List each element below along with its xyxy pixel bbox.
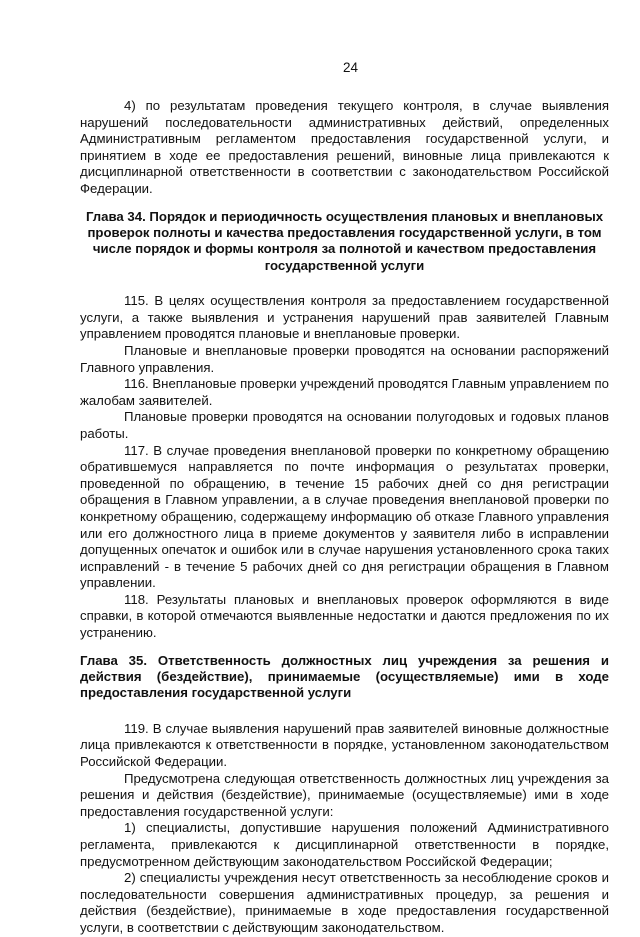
paragraph-115: 115. В целях осуществления контроля за предоставлением государственной услуги, а также выявления и устранения нарушений прав заявителей Главным управлением проводятся плановые и внеплановые проверки. (80, 293, 609, 342)
paragraph-117: 117. В случае проведения внеплановой проверки по конкретному обращению обратившемуся направляется по почте информация о результатах проверки, проведенной по обращению, в течение 15 рабочих дней со дня регистрации обращения в Главном управлении, а в случае проведения внеплановой проверки по конкретному обращению, содержащему информацию об отказе Главного управления или его должностного лица в приеме документов у заявителя либо в исправлении допущенных опечаток и ошибок или в случае нарушения установленного срока таких исправлений - в течение 5 рабочих дней со дня регистрации обращения в Главном управлении. (80, 442, 609, 591)
paragraph-116: 116. Внеплановые проверки учреждений проводятся Главным управлением по жалобам заявителей. (80, 376, 609, 408)
paragraph-planned-inspections-plans: Плановые проверки проводятся на основании полугодовых и годовых планов работы. (80, 409, 609, 441)
paragraph-4-current-control: 4) по результатам проведения текущего контроля, в случае выявления нарушений последовательности административных действий, определенных Административным регламентом предоставления государственной услуги, и принятием в ходе ее предоставления решений, виновные лица привлекаются к дисциплинарной ответственности в соответствии с законодательством Российской Федерации. (80, 98, 609, 196)
chapter-35-title: Глава 35. Ответственность должностных лиц учреждения за решения и действия (бездействие), принимаемые (осуществляемые) ими в ходе предоставления государственной услуги (80, 652, 609, 701)
page-number: 24 (342, 60, 359, 75)
chapter-34-title: Глава 34. Порядок и периодичность осуществления плановых и внеплановых проверок полноты и качества предоставления государственной услуги, в том числе порядок и формы контроля за полнотой и качеством предоставления государственной услуги (85, 208, 604, 273)
paragraph-planned-inspections-basis: Плановые и внеплановые проверки проводятся на основании распоряжений Главного управления. (80, 342, 609, 375)
paragraph-responsibility-item-2: 2) специалисты учреждения несут ответственность за несоблюдение сроков и последовательности совершения административных процедур, за решения и действия (бездействие), принимаемые в ходе предоставления государственной услуги, в соответствии с действующим законодательством. (80, 870, 609, 935)
paragraph-responsibility-item-1: 1) специалисты, допустившие нарушения положений Административного регламента, привлекаются к дисциплинарной ответственности в порядке, предусмотренном действующим законодательством Российской Федерации; (80, 820, 609, 869)
paragraph-118: 118. Результаты плановых и внеплановых проверок оформляются в виде справки, в которой отмечаются выявленные недостатки и даются предложения по их устранению. (80, 591, 609, 641)
paragraph-119: 119. В случае выявления нарушений прав заявителей виновные должностные лица привлекаются к ответственности в порядке, установленном законодательством Российской Федерации. (80, 720, 609, 770)
paragraph-responsibility-intro: Предусмотрена следующая ответственность должностных лиц учреждения за решения и действия (бездействие), принимаемые (осуществляемые) ими в ходе предоставления государственной услуги: (80, 770, 609, 819)
